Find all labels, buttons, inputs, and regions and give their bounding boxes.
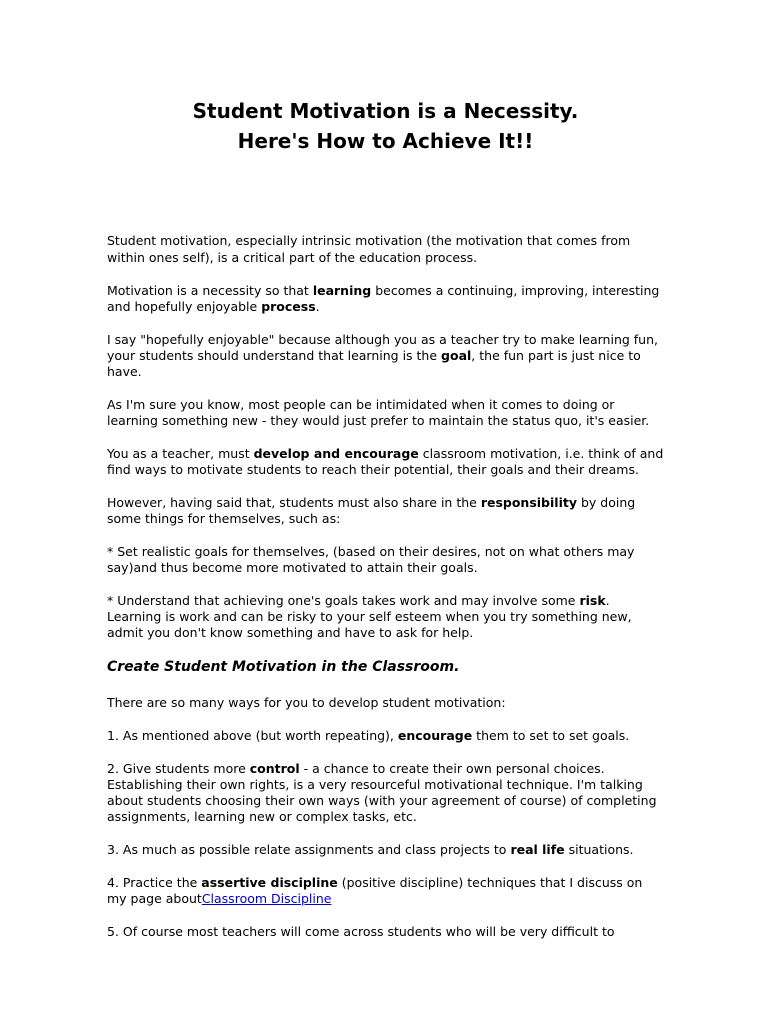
text: * Understand that achieving one's goals takes work and may involve some (107, 593, 580, 608)
text: (positive discipline) techniques that I discuss on my page about (107, 875, 643, 906)
list-item-4 (107, 875, 664, 907)
paragraph-teacher (107, 446, 664, 478)
paragraph-responsibility (107, 495, 664, 527)
title-spacer (107, 156, 664, 232)
emphasis-develop-encourage: develop and encourage (253, 446, 419, 461)
text: You as a teacher, must (107, 446, 254, 461)
text: by doing some things for themselves, such as: (107, 495, 636, 526)
text: them to set to set goals. (472, 728, 630, 743)
text: becomes a continuing, improving, interesting and hopefully enjoyable (107, 283, 660, 314)
text: . (315, 299, 320, 314)
paragraph-necessity (107, 283, 664, 315)
text: I say "hopefully enjoyable" because although you as a teacher try to make learning fun, your students should understand that learning is the (107, 332, 658, 363)
emphasis-encourage: encourage (397, 728, 473, 743)
text: . Learning is work and can be risky to your self esteem when you try something new, admit you don't know something and have to ask for help. (107, 593, 632, 640)
emphasis-responsibility: responsibility (480, 495, 577, 510)
emphasis-real-life: real life (510, 842, 565, 857)
title-line-2: Here's How to Achieve It!! (237, 129, 534, 153)
paragraph-intro: Student motivation, especially intrinsic motivation (the motivation that comes from within ones self), is a critical part of the education process. (107, 233, 631, 265)
text: 3. As much as possible relate assignments and class projects to (107, 842, 511, 857)
text: 1. As mentioned above (but worth repeating), (107, 728, 398, 743)
text: However, having said that, students must also share in the (107, 495, 481, 510)
emphasis-control: control (249, 761, 300, 776)
text: Motivation is a necessity so that (107, 283, 313, 298)
page-title (107, 96, 664, 156)
bullet-goals: * Set realistic goals for themselves, (based on their desires, not on what others may say)and thus become more motivated to attain their goals. (107, 544, 635, 575)
section-intro: There are so many ways for you to develop student motivation: (107, 695, 506, 710)
emphasis-process: process (261, 299, 316, 314)
bullet-risk (107, 593, 664, 641)
paragraph-intimidated: As I'm sure you know, most people can be intimidated when it comes to doing or learning something new - they would just prefer to maintain the status quo, it's easier. (107, 397, 650, 428)
emphasis-assertive-discipline: assertive discipline (201, 875, 338, 890)
text: 2. Give students more (107, 761, 250, 776)
list-item-2 (107, 761, 664, 825)
list-item-1 (107, 728, 664, 744)
emphasis-learning: learning (312, 283, 372, 298)
emphasis-goal: goal (441, 348, 472, 363)
text: situations. (564, 842, 634, 857)
section-heading: Create Student Motivation in the Classroom. (107, 659, 460, 675)
text: , the fun part is just nice to have. (107, 348, 641, 379)
text: classroom motivation, i.e. think of and find ways to motivate students to reach their potential, their goals and their dreams. (107, 446, 664, 477)
list-item-5: 5. Of course most teachers will come across students who will be very difficult to (107, 924, 615, 939)
title-line-1: Student Motivation is a Necessity. (192, 99, 579, 123)
list-item-3 (107, 842, 664, 858)
emphasis-risk: risk (579, 593, 606, 608)
text: 4. Practice the (107, 875, 202, 890)
paragraph-enjoyable (107, 332, 664, 380)
classroom-discipline-link[interactable]: Classroom Discipline (201, 891, 332, 906)
text: - a chance to create their own personal choices. Establishing their own rights, is a very resourceful motivational technique. I'm talking about students choosing their own ways (with your agreement of course) of completing assignments, learning new or complex tasks, etc. (107, 761, 657, 824)
